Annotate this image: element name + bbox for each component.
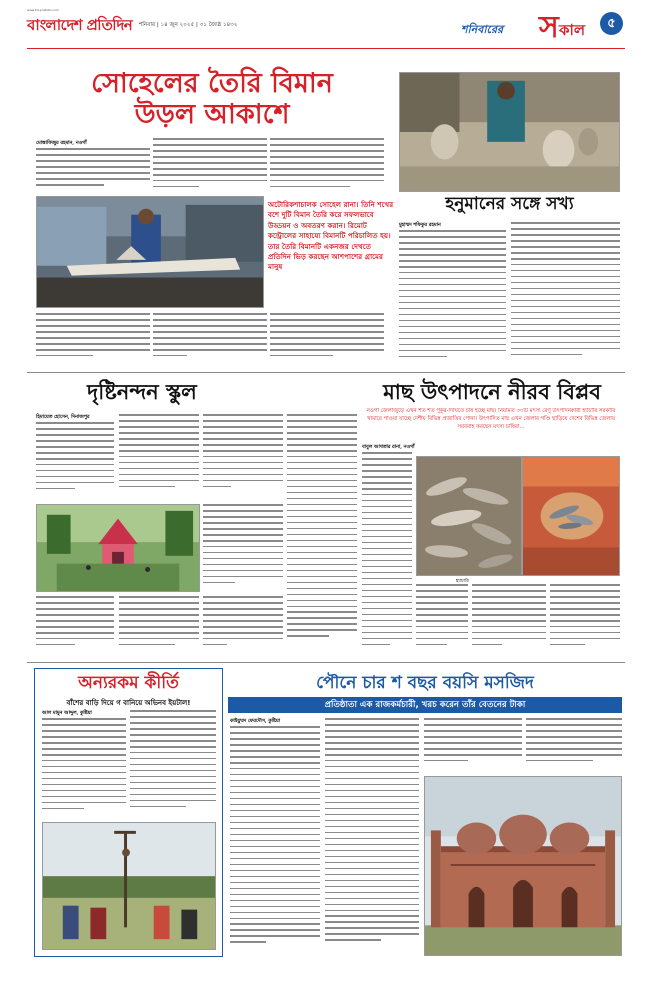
hanuman-byline: মুহাম্মদ শফিকুর রহমান bbox=[399, 222, 441, 228]
section-rule-1 bbox=[27, 372, 625, 373]
sohel-pullquote: অটোরিকশাচালক সোহেল রানা। তিনি শখের বশে দুটি বিমান তৈরি করে সফলভাবে উড্ডয়ন ও অবতরণ করান। রিমোট কন্ট্রোলের সাহায্যে বিমানটি পরিচালিত হয়। তার তৈরি বিমানটি একনজর দেখতে প্রতিদিন ভিড় করছেন আশপাশের গ্রামের মানুষ bbox=[268, 200, 394, 272]
mosque-headline: পৌনে চার শ বছর বয়সি মসজিদ bbox=[316, 673, 534, 693]
fish-body-col2 bbox=[416, 584, 468, 656]
hanuman-body-col1 bbox=[399, 230, 506, 366]
fish-photo-caption: হ্যাচারি bbox=[456, 579, 469, 584]
sohel-pullquote-box bbox=[268, 200, 394, 300]
sohel-headline bbox=[32, 68, 392, 130]
paper-tagline: www.bd-pratidin.com bbox=[27, 8, 59, 12]
sohel-body-col2 bbox=[153, 138, 267, 196]
sohel-headline-line1: সোহেলের তৈরি বিমান bbox=[91, 68, 333, 99]
page-number: ৫ bbox=[607, 16, 616, 31]
mosque-subhead: প্রতিষ্ঠাতা এক রাজকর্মচারী, খরচ করেন তাঁর বেতনের টাকা bbox=[324, 700, 526, 710]
school-byline: হিমায়েত হোসেন, দিনাজপুর bbox=[36, 414, 90, 420]
paper-name: বাংলাদেশ প্রতিদিন bbox=[27, 16, 133, 34]
mosque-photo bbox=[424, 776, 622, 956]
date-line: শনিবার | ১৪ জুন ২০২৫ | ৩১ জ্যৈষ্ঠ ১৪৩২ bbox=[139, 22, 238, 28]
fish-body-col4 bbox=[550, 584, 620, 656]
mosque-body-col2 bbox=[325, 718, 419, 954]
kirti-headline: অন্যরকম কীর্তি bbox=[78, 673, 179, 693]
school-body-bottom-col3 bbox=[203, 596, 283, 658]
school-body-bottom-col2 bbox=[119, 596, 199, 658]
fish-photo-right bbox=[522, 456, 620, 576]
school-body-bottom-col1 bbox=[36, 596, 114, 658]
fish-headline: মাছ উৎপাদনে নীরব বিপ্লব bbox=[383, 379, 601, 404]
masthead bbox=[27, 8, 625, 46]
sohel-body-col1 bbox=[36, 148, 150, 196]
sohel-body-lower-col3 bbox=[270, 313, 384, 365]
supplement-logo bbox=[431, 10, 601, 44]
fish-byline: বাবুল আখতার রানা, নওগাঁ bbox=[362, 444, 415, 450]
sohel-byline: মোস্তাফিজুর রহমান, নওগাঁ bbox=[36, 140, 87, 146]
kirti-subhead: বাঁশের বাড়ি দিয়ে গ বানিয়ে অভিনব ইয়টাল! bbox=[66, 699, 191, 707]
mosque-byline: কাইয়ুম্মদ ফেরদৌস, কুষ্টিয়া bbox=[230, 718, 281, 724]
kirti-byline: আল মামুন আব্দুল, কুষ্টিয়া bbox=[42, 710, 92, 716]
hanuman-body-col2 bbox=[511, 222, 620, 366]
school-body-col2 bbox=[119, 414, 199, 500]
fish-photo-left bbox=[416, 456, 522, 576]
fish-body-col3 bbox=[472, 584, 546, 656]
supplement-right: কাল bbox=[559, 21, 586, 39]
school-body-col1 bbox=[36, 422, 114, 500]
school-headline: দৃষ্টিনন্দন স্কুল bbox=[87, 379, 197, 404]
kirti-photo bbox=[42, 822, 216, 950]
svg-text:স: স bbox=[539, 10, 559, 42]
kirti-body-col2 bbox=[130, 710, 216, 818]
fish-body-col1 bbox=[362, 452, 412, 656]
school-photo bbox=[36, 504, 200, 592]
school-body-lower-col1 bbox=[203, 504, 283, 592]
mosque-body-col4 bbox=[526, 718, 622, 772]
mosque-body-col3 bbox=[424, 718, 522, 772]
page-number-badge bbox=[600, 12, 623, 35]
masthead-rule bbox=[27, 48, 625, 49]
school-body-col3 bbox=[203, 414, 283, 500]
sohel-body-lower-col1 bbox=[36, 313, 150, 365]
sohel-body-lower-col2 bbox=[153, 313, 267, 365]
hanuman-headline: হনুমানের সঙ্গে সখ্য bbox=[445, 194, 574, 214]
kirti-body-col1 bbox=[42, 718, 126, 818]
sohel-body-col3 bbox=[270, 138, 384, 196]
section-rule-2 bbox=[27, 662, 625, 663]
sohel-photo bbox=[36, 196, 264, 308]
supplement-mark-icon bbox=[537, 10, 561, 42]
supplement-left: শনিবারের bbox=[461, 23, 504, 36]
school-body-col4 bbox=[287, 414, 357, 658]
sohel-headline-line2: উড়ল আকাশে bbox=[134, 99, 290, 130]
mosque-body-col1 bbox=[230, 726, 320, 954]
hanuman-photo bbox=[399, 72, 620, 192]
mosque-subhead-bar bbox=[228, 697, 622, 713]
fish-intro: নওগাঁ জেলাজুড়ে এখন শত শত পুকুর-দিঘিতে চাষ হচ্ছে মাছ। নিয়মিত ৩৩টি মৎস্য রেণু উৎপাদনকারী হ্যাচারি সরকারি খামারে পাওয়া যাচ্ছে দেশীয় বিভিন্ন প্রজাতির পোনা। উৎপাদিত মাছ এখন জেলার গণ্ডি ছাড়িয়ে দেশের বিভিন্ন জেলায় সরবরাহ করছেন মৎস্য চাষিরা... bbox=[366, 408, 616, 430]
